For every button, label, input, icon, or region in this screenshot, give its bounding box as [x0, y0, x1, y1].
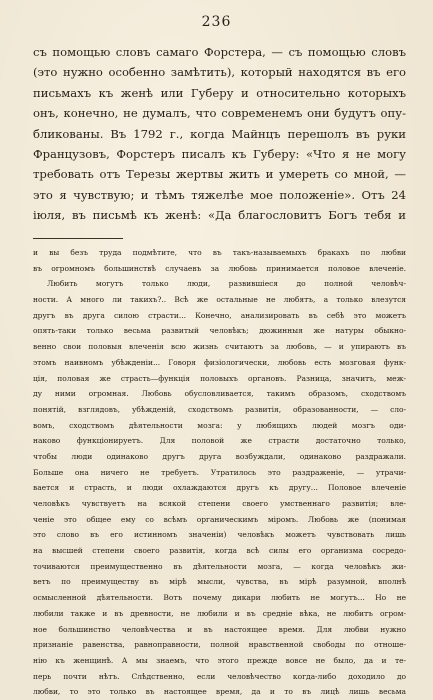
footnote-line: понятій, взглядовъ, убѣжденій, сходствомъ развитія, образованности, — сло-	[33, 404, 406, 414]
main-text-line: (это нужно особенно замѣтить), который находятся въ его	[33, 65, 406, 80]
main-text-line: іюля, въ письмѣ къ женѣ: «Да благословитъ Богъ тебя и	[33, 208, 406, 223]
footnote-line: ченіе это общее ему со всѣмъ органическимъ міромъ. Любовь же (понимая	[33, 514, 406, 524]
footnote-line: точиваются преимущественно въ дѣятельности мозга, — когда человѣкъ жи-	[33, 561, 406, 571]
footnote-line: осмысленной дѣятельности. Вотъ почему дикари любить не могутъ... Но не	[33, 593, 406, 603]
footnote-line: ду ними огромная. Любовь обусловливается, такимъ образомъ, сходствомъ	[33, 389, 406, 399]
footnote-line: признаніе равенства, равноправности, полной нравственной свободы по отноше-	[33, 640, 406, 650]
main-text-line: онъ, конечно, не думалъ, что современемъ они будутъ опу-	[33, 106, 406, 121]
footnote-line: ное большинство человѣчества и въ настоящее время. Для любви нужно	[33, 624, 406, 634]
footnote-line: любви, то это только въ настоящее время, да и то въ лицѣ лишь весьма	[33, 687, 406, 697]
footnote-line: на высшей степени своего развитія, когда всѣ силы его организма сосредо-	[33, 546, 406, 556]
footnote-line: ція, половая же страсть—функція половыхъ органовъ. Разница, значитъ, меж-	[33, 373, 406, 383]
footnote-line: ности. А много ли такихъ?.. Всѣ же остальные не любятъ, а только влезутся	[33, 295, 406, 305]
footnote-line: Любить могутъ только люди, развившіеся до полной человѣч-	[47, 279, 406, 289]
main-text-line: требовать отъ Терезы жертвы жить и умереть со мной, —	[33, 167, 406, 182]
footnote-line: перь почти нѣтъ. Слѣдственно, если человѣчество когда-либо доходило до	[33, 671, 406, 681]
footnote-line: вомъ, сходствомъ дѣятельности мозга: у любящихъ людей мозгъ оди-	[33, 420, 406, 430]
footnote-line: опять-таки только весьма развитый человѣкъ; дюжинныя же натуры обыкно-	[33, 326, 406, 336]
footnote-line: этомъ наивномъ убѣжденіи... Говоря физіологически, любовь есть мозговая функ-	[33, 357, 406, 367]
footnote-line: венно свои половыя влеченія всю жизнь считаютъ за любовь, — и упираютъ въ	[33, 342, 406, 352]
footnote-line: вается и страсть, и люди охлаждаются другъ къ другу... Половое влеченіе	[33, 483, 406, 493]
page-number: 236	[201, 14, 232, 30]
footnote-line: человѣкъ чувствуетъ на всякой степени своего умственнаго развитія; вле-	[33, 499, 406, 508]
footnote-line: Больше она ничего не требуетъ. Утратилось это раздраженіе, — утрачи-	[33, 467, 406, 477]
footnote-divider	[33, 238, 123, 239]
footnote-line: чтобы люди одинаково другъ друга возбуждали, одинаково раздражали.	[33, 451, 406, 461]
footnote-line: это слово въ его истинномъ значеніи) человѣкъ можетъ чувствовать лишь	[33, 530, 406, 540]
main-text-line: съ помощью словъ самаго Форстера, — съ помощью словъ	[33, 45, 406, 59]
main-text	[33, 42, 406, 226]
main-text-line: это я чувствую; и тѣмъ тяжелѣе мое положеніе». Отъ 24	[33, 187, 406, 202]
footnote-line: въ огромномъ большинствѣ случаевъ за любовь принимается половое влеченіе.	[33, 263, 406, 273]
main-text-line: письмахъ къ женѣ или Губеру и относительно которыхъ	[33, 85, 406, 100]
footnote-line: и вы безъ труда подмѣтите, что въ такъ-называемыхъ бракахъ по любви	[33, 248, 406, 257]
main-text-line: бликованы. Въ 1792 г., когда Майнцъ перешолъ въ руки	[33, 126, 406, 141]
footnote-line: наково функціонируетъ. Для половой же страсти достаточно только,	[33, 436, 406, 446]
footnote-line: ветъ по преимуществу въ мірѣ мысли, чувства, въ мірѣ разумной, вполнѣ	[33, 577, 406, 587]
main-text-line: Французовъ, Форстеръ писалъ къ Губеру: «Что я не могу	[33, 146, 406, 161]
footnote-line: любили также и въ древности, не любили и въ средніе вѣка, не любитъ огром-	[33, 608, 406, 618]
footnote-line: другъ въ друга силою страсти... Конечно, анализировать въ себѣ это можетъ	[33, 310, 406, 320]
footnote-line: нію къ женщинѣ. А мы знаемъ, что этого прежде вовсе не было, да и те-	[33, 655, 406, 665]
footnote	[33, 245, 406, 700]
